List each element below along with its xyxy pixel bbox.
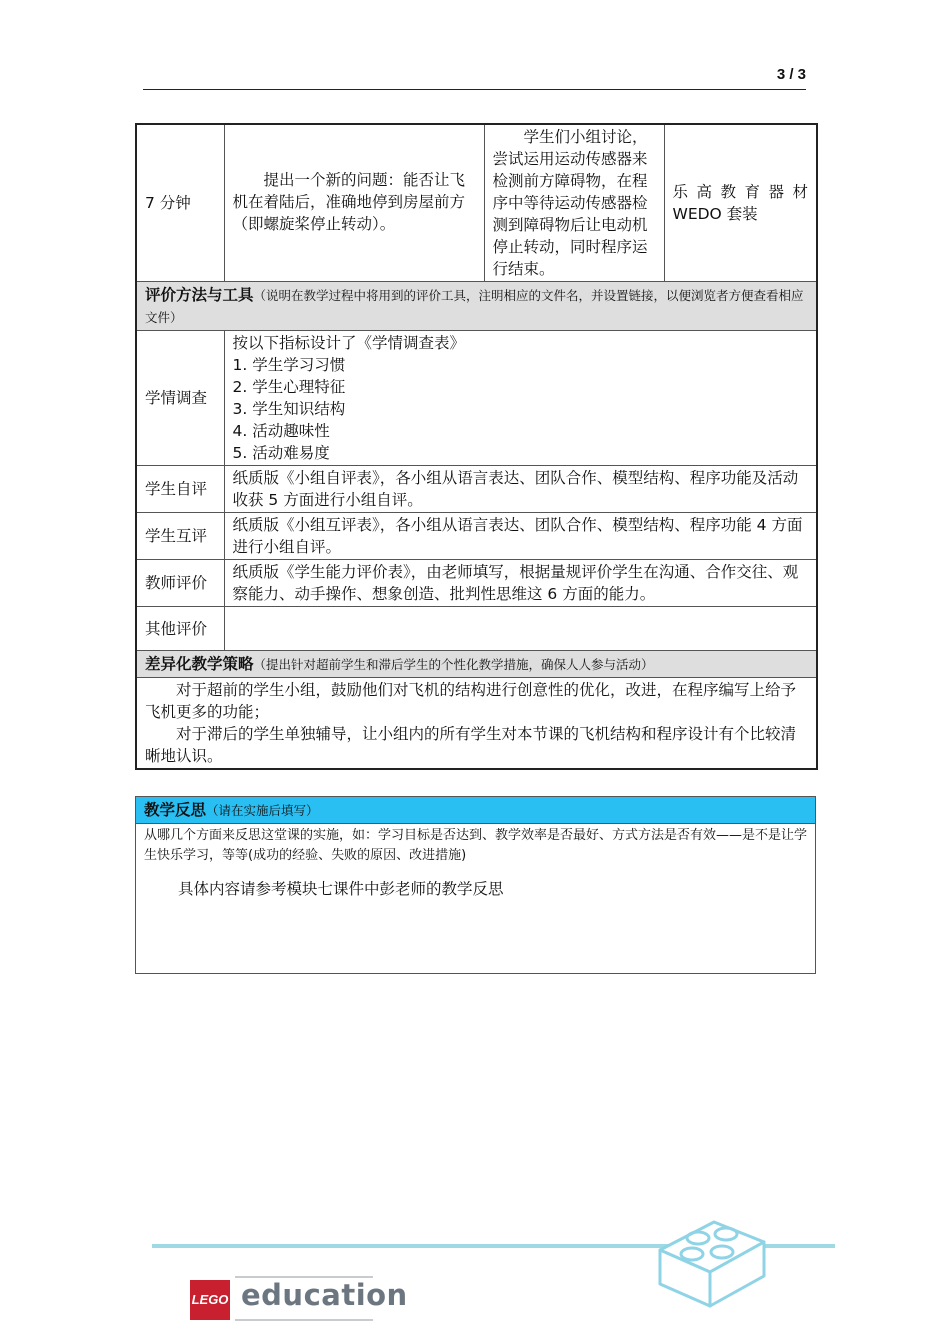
lesson-plan-table xyxy=(135,123,818,770)
survey-item: 4. 活动趣味性 xyxy=(232,422,330,440)
evaluation-header xyxy=(136,282,817,331)
eval-row-other xyxy=(136,607,817,651)
eval-content-teacher: 纸质版《学生能力评价表》，由老师填写，根据量规评价学生在沟通、合作交往、观察能力、动手操作、想象创造、批判性思维这 6 方面的能力。 xyxy=(224,560,817,607)
lego-logo: LEGO xyxy=(190,1280,230,1320)
lego-brick-icon xyxy=(652,1208,772,1312)
survey-intro: 按以下指标设计了《学情调查表》 xyxy=(232,334,466,352)
eval-row-peer xyxy=(136,513,817,560)
differentiation-row xyxy=(136,678,817,770)
eval-label-peer: 学生互评 xyxy=(136,513,224,560)
reflection-header xyxy=(136,797,816,824)
differentiation-header xyxy=(136,651,817,678)
eval-label-survey: 学情调查 xyxy=(136,331,224,466)
eval-content-peer: 纸质版《小组互评表》，各小组从语言表达、团队合作、模型结构、程序功能 4 方面进行小组自评。 xyxy=(224,513,817,560)
survey-item: 5. 活动难易度 xyxy=(232,444,330,462)
reflection-note: （请在实施后填写） xyxy=(206,803,319,818)
page-number: 3 / 3 xyxy=(776,66,806,83)
logo-rule-bottom xyxy=(235,1319,373,1321)
eval-label-teacher: 教师评价 xyxy=(136,560,224,607)
reflection-title: 教学反思 xyxy=(144,801,207,819)
differentiation-title: 差异化教学策略 xyxy=(145,655,254,673)
eval-row-teacher xyxy=(136,560,817,607)
differentiation-para-1: 对于超前的学生小组，鼓励他们对飞机的结构进行创意性的优化，改进，在程序编写上给予飞机更多的功能； xyxy=(145,681,797,721)
survey-item: 3. 学生知识结构 xyxy=(232,400,346,418)
differentiation-note: （提出针对超前学生和滞后学生的个性化教学措施，确保人人参与活动） xyxy=(253,657,654,672)
resources-line-2: WEDO 套装 xyxy=(672,205,758,223)
eval-label-other: 其他评价 xyxy=(136,607,224,651)
evaluation-title: 评价方法与工具 xyxy=(145,286,254,304)
reflection-table xyxy=(135,796,816,974)
reflection-content: 具体内容请参考模块七课件中彭老师的教学反思 xyxy=(178,880,504,898)
differentiation-content xyxy=(136,678,817,770)
activity-student: 学生们小组讨论，尝试运用运动传感器来检测前方障碍物，在程序中等待运动传感器检测到障碍物后让电动机停止转动，同时程序运行结束。 xyxy=(484,124,664,282)
page-header xyxy=(143,66,806,90)
activity-teacher: 提出一个新的问题：能否让飞机在着陆后，准确地停到房屋前方（即螺旋桨停止转动）。 xyxy=(224,124,484,282)
activity-row xyxy=(136,124,817,282)
eval-content-self: 纸质版《小组自评表》，各小组从语言表达、团队合作、模型结构、程序功能及活动收获 5 方面进行小组自评。 xyxy=(224,466,817,513)
survey-item: 1. 学生学习习惯 xyxy=(232,356,346,374)
education-wordmark: education xyxy=(241,1278,408,1312)
activity-resources xyxy=(664,124,817,282)
survey-item: 2. 学生心理特征 xyxy=(232,378,346,396)
eval-content-other xyxy=(224,607,817,651)
eval-label-self: 学生自评 xyxy=(136,466,224,513)
eval-row-self xyxy=(136,466,817,513)
resources-line-1: 乐 高 教 育 器 材 xyxy=(672,183,808,201)
eval-row-survey xyxy=(136,331,817,466)
reflection-guide: 从哪几个方面来反思这堂课的实施，如：学习目标是否达到、教学效率是否最好、方式方法是否有效——是不是让学生快乐学习，等等(成功的经验、失败的原因、改进措施) xyxy=(144,828,808,863)
differentiation-para-2: 对于滞后的学生单独辅导，让小组内的所有学生对本节课的飞机结构和程序设计有个比较清晰地认识。 xyxy=(145,725,797,765)
reflection-body xyxy=(136,824,816,974)
activity-time: 7 分钟 xyxy=(136,124,224,282)
evaluation-note: （说明在教学过程中将用到的评价工具，注明相应的文件名，并设置链接，以便浏览者方便查看相应文件） xyxy=(145,288,804,325)
eval-content-survey xyxy=(224,331,817,466)
